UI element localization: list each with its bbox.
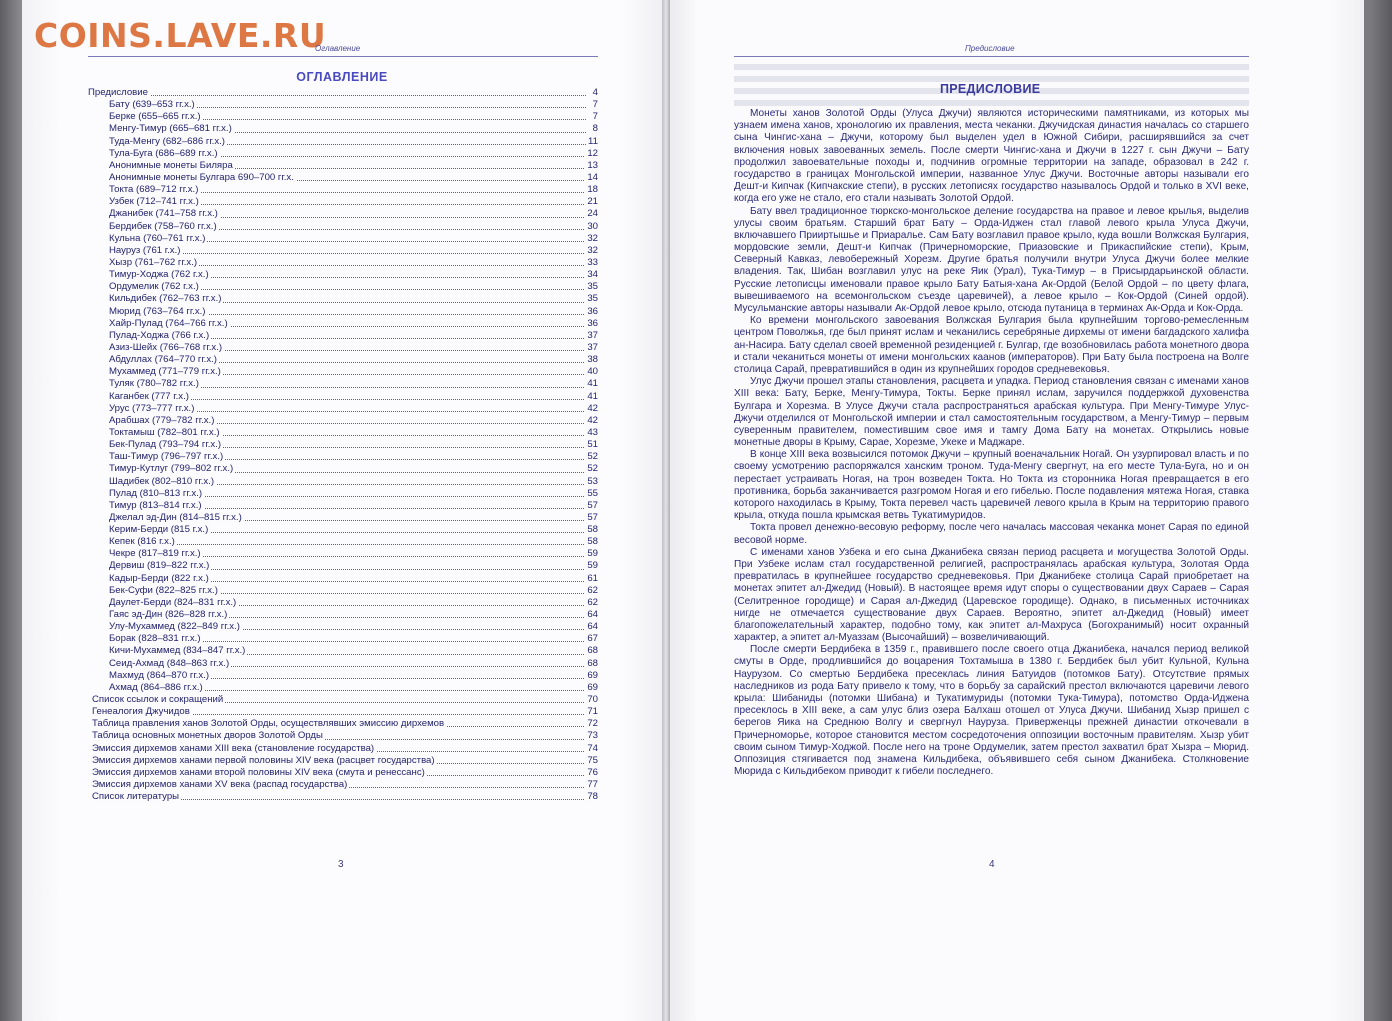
toc-entry-label: Даулет-Берди (824–831 гг.х.) (109, 596, 237, 608)
toc-entry (88, 512, 598, 524)
toc-entry (88, 500, 598, 512)
toc-entry (88, 524, 598, 536)
toc-entry-page: 57 (587, 511, 598, 523)
toc-entry-label: Улу-Мухаммед (822–849 гг.х.) (109, 621, 240, 633)
toc-entry-page: 34 (587, 269, 598, 281)
toc-entry (88, 415, 598, 427)
toc-entry-page: 37 (587, 329, 598, 341)
toc-entry-page: 41 (587, 390, 598, 402)
toc-entry-label: Токтамыш (782–801 гг.х.) (109, 426, 220, 438)
toc-entry (88, 136, 598, 148)
toc-entry-page: 61 (587, 572, 598, 584)
toc-entry (88, 451, 598, 463)
toc-entry (88, 476, 598, 488)
toc-entry-page: 18 (587, 184, 598, 196)
toc-entry (88, 791, 598, 803)
right-page-number: 4 (989, 859, 995, 870)
toc-entry (88, 257, 598, 269)
toc-entry-label: Шадибек (802–810 гг.х.) (109, 475, 215, 487)
toc-entry-label: Эмиссия дирхемов ханами второй половины XIV века (смута и ренессанс) (92, 766, 425, 778)
toc-entry-label: Берке (655–665 гг.х.) (109, 111, 201, 123)
toc-entry (88, 354, 598, 366)
toc-entry (88, 548, 598, 560)
toc-entry (88, 87, 598, 99)
toc-entry-label: Хайр-Пулад (764–766 гг.х.) (109, 317, 228, 329)
toc-entry (88, 403, 598, 415)
toc-entry-label: Эмиссия дирхемов ханами XV века (распад государства) (92, 779, 348, 791)
toc-entry (88, 342, 598, 354)
toc-entry-label: Гаяс эд-Дин (826–828 гг.х.) (109, 609, 228, 621)
toc-entry (88, 378, 598, 390)
toc-entry (88, 281, 598, 293)
toc-entry-page: 68 (587, 657, 598, 669)
toc-entry-page: 35 (587, 281, 598, 293)
toc-entry-page: 42 (587, 402, 598, 414)
toc-entry-page: 12 (587, 147, 598, 159)
toc-entry-page: 57 (587, 499, 598, 511)
toc-entry (88, 694, 598, 706)
toc-entry-label: Эмиссия дирхемов ханами XIII века (становление государства) (92, 742, 375, 754)
preface-paragraph: В конце XIII века возвысился потомок Джучи – крупный военачальник Ногай. Он узурпировал власть и по своему усмотрению распоряжался ханским троном. Туда-Менгу свергнут, на его месте Тула-Буга, но и он перестает устраивать Ногая, на трон возведен Токта. Но Токта из сторонника Ногая превращается в его противника, борьба заканчивается разгромом Ногая и его гибелью. После подавления мятежа Ногая, ставка которого находилась в Крыму, Токта перевел часть царевичей левого крыла в Крым на территорию правого крыла, откуда пошла крымская ветвь Тукатимуридов. (734, 449, 1249, 522)
toc-entry-page: 8 (592, 123, 598, 135)
toc-entry (88, 148, 598, 160)
toc-entry-label: Мухаммед (771–779 гг.х.) (109, 366, 221, 378)
toc-entry-page: 64 (587, 609, 598, 621)
toc-entry-label: Туляк (780–782 гг.х.) (109, 378, 199, 390)
toc-entry-label: Сеид-Ахмад (848–863 гг.х.) (109, 657, 230, 669)
toc-entry (88, 609, 598, 621)
toc-entry (88, 573, 598, 585)
preface-title: ПРЕДИСЛОВИЕ (940, 82, 1041, 96)
toc-entry (88, 318, 598, 330)
toc-entry-page: 69 (587, 681, 598, 693)
toc-entry-label: Керим-Берди (815 г.х.) (109, 524, 209, 536)
toc-entry-page: 70 (587, 694, 598, 706)
toc-entry (88, 172, 598, 184)
toc-entry-label: Список ссылок и сокращений (92, 694, 224, 706)
preface-paragraph: С именами ханов Узбека и его сына Джанибека связан период расцвета и могущества Золотой Орды. При Узбеке ислам стал государственной религией, распространялась арабская культура, Золотая Орда превратилась в крупнейшее государство средневековья. При Джанибеке столица Сарай приобретает на монетах эпитет ал-Джедид (Новый). В настоящее время идут споры о существовании двух Сараев – Сарая (Селитренное городище) и Сарая ал-Джедид (Царевское городище). Однако, в письменных источниках нигде не отмечается существование двух Сараев. Вероятно, эпитет ал-Джедид (Новый) имеет благопожелательный характер, подобно тому, как эпитет ал-Махруса (Богохранимый) носит охранный характер, а эпитет ал-Муаззам (Высочайший) – возвеличивающий. (734, 546, 1249, 644)
right-running-rule (734, 56, 1249, 57)
toc-entry (88, 585, 598, 597)
toc-entry (88, 160, 598, 172)
toc-entry-label: Тимур (813–814 гг.х.) (109, 499, 202, 511)
toc-entry (88, 633, 598, 645)
preface-paragraph: Бату ввел традиционное тюркско-монгольское деление государства на правое и левое крылья, выделив улусы своим братьям. Старший брат Бату – Орда-Иджен стал главой левого крыла Улуса Джучи, включавшего Прииртышье и Приаралье. Сам Бату возглавил правое крыло, куда вошли Волжская Булгария, мордовские земли, Дешт-и Кипчак (Причерноморские, Приазовские и Прикаспийские степи), Крым, Северный Кавказ, левобережный Хорезм. Другие братья получили внутри Улуса Джучи более мелкие владения. Так, Шибан возглавил улус на реке Яик (Урал), Тука-Тимур – в Присырдарьинской области. Русские летописцы именовали правое крыло Бату Батыя-хана Ак-Ордой (Белой Ордой – по цвету флага, вывешиваемого на всемонгольском съезде царевичей), а левое крыло – Кок-Ордой (Синей ордой). Мусульманские авторы называли Ак-Ордой левое крыло, отсюда путаница в терминах Ак-Орда и Кок-Орда. (734, 205, 1249, 314)
table-of-contents (88, 87, 598, 803)
toc-entry-label: Борак (828–831 гг.х.) (109, 633, 201, 645)
toc-entry-page: 71 (587, 706, 598, 718)
toc-entry-label: Ахмад (864–886 гг.х.) (109, 681, 203, 693)
toc-entry (88, 767, 598, 779)
toc-entry-label: Узбек (712–741 гг.х.) (109, 196, 199, 208)
toc-entry (88, 730, 598, 742)
preface-paragraph: Монеты ханов Золотой Орды (Улуса Джучи) являются историческими памятниками, из которых мы узнаем имена ханов, хронологию их правления, места чеканки. Джучидская династия началась со старшего сына Чингис-хана – Джучи, которому был выделен удел в Южной Сибири, расширявшийся за счет включения новых завоеванных земель. После смерти Чингис-хана и Джучи в 1227 г. сын Джучи – Бату продолжил завоевательные походы и, подчинив огромные территории на западе, образовал в 242 г. государство в границах Монгольской империи, названное Улус Джучи. Восточные авторы называли его Дешт-и Кипчак (Кипчакские степи), в русских летописях государство называлось Ордой и только в XVI веке, когда его уже не стало, его стали называть Золотой Ордой. (734, 108, 1249, 205)
toc-entry (88, 439, 598, 451)
toc-entry-label: Азиз-Шейх (766–768 гг.х.) (109, 341, 223, 353)
toc-entry-page: 72 (587, 718, 598, 730)
book-gutter (662, 0, 670, 1021)
toc-entry-page: 76 (587, 766, 598, 778)
toc-entry (88, 718, 598, 730)
toc-entry (88, 366, 598, 378)
toc-entry-page: 7 (592, 111, 598, 123)
toc-entry-page: 14 (587, 171, 598, 183)
toc-entry-label: Тимур-Кутлуг (799–802 гг.х.) (109, 463, 234, 475)
toc-entry-page: 30 (587, 220, 598, 232)
toc-entry-page: 74 (587, 742, 598, 754)
toc-entry (88, 682, 598, 694)
toc-entry-label: Бату (639–653 гг.х.) (109, 99, 195, 111)
toc-entry (88, 755, 598, 767)
toc-entry-label: Пулад-Ходжа (766 г.х.) (109, 329, 210, 341)
preface-paragraph: Ко времени монгольского завоевания Волжская Булгария была крупнейшим торгово-ремесленным центром Поволжья, где был принят ислам и чеканились серебряные дирхемы от имени багдадского халифа ан-Насира. Бату сделал своей временной резиденцией г. Булгар, где возобновилась работа монетного двора и стали чеканиться монеты от имени монгольских каанов (императоров). При Бату была построена на Волге столица Сарай, превратившийся в один из крупнейших городов средневековья. (734, 315, 1249, 375)
toc-entry-page: 38 (587, 354, 598, 366)
toc-entry-page: 59 (587, 560, 598, 572)
toc-entry-label: Таблица основных монетных дворов Золотой Орды (92, 730, 323, 742)
toc-entry (88, 221, 598, 233)
toc-entry-page: 64 (587, 621, 598, 633)
toc-entry (88, 706, 598, 718)
toc-entry (88, 536, 598, 548)
toc-entry-page: 53 (587, 475, 598, 487)
toc-title: ОГЛАВЛЕНИЕ (296, 70, 388, 84)
toc-entry (88, 670, 598, 682)
toc-entry-page: 7 (592, 99, 598, 111)
toc-entry (88, 111, 598, 123)
toc-entry-page: 24 (587, 208, 598, 220)
toc-entry-page: 78 (587, 791, 598, 803)
toc-entry-label: Тула-Буга (686–689 гг.х.) (109, 147, 218, 159)
preface-paragraph: Токта провел денежно-весовую реформу, после чего началась массовая чеканка монет Сарая по единой весовой норме. (734, 522, 1249, 546)
toc-entry-page: 40 (587, 366, 598, 378)
toc-entry-label: Анонимные монеты Булгара 690–700 гг.х. (109, 171, 294, 183)
toc-entry-label: Хызр (761–762 гг.х.) (109, 256, 198, 268)
toc-entry (88, 306, 598, 318)
toc-entry-page: 4 (592, 87, 598, 98)
left-running-head: Оглавление (315, 44, 361, 53)
toc-entry (88, 597, 598, 609)
toc-entry (88, 269, 598, 281)
toc-entry-page: 52 (587, 463, 598, 475)
toc-entry (88, 391, 598, 403)
toc-entry-label: Пулад (810–813 гг.х.) (109, 487, 203, 499)
toc-entry (88, 293, 598, 305)
toc-entry-page: 41 (587, 378, 598, 390)
toc-entry-label: Кильдибек (762–763 гг.х.) (109, 293, 222, 305)
toc-entry-label: Каганбек (777 г.х.) (109, 390, 189, 402)
site-watermark: COINS.LAVE.RU (34, 16, 327, 55)
left-running-rule (88, 56, 598, 57)
toc-entry-page: 75 (587, 754, 598, 766)
toc-entry (88, 233, 598, 245)
toc-entry-label: Бердибек (758–760 гг.х.) (109, 220, 217, 232)
toc-entry-label: Тимур-Ходжа (762 г.х.) (109, 269, 209, 281)
toc-entry-label: Чекре (817–819 гг.х.) (109, 548, 201, 560)
toc-entry (88, 99, 598, 111)
toc-entry-label: Кичи-Мухаммед (834–847 гг.х.) (109, 645, 246, 657)
toc-entry-page: 43 (587, 426, 598, 438)
toc-entry-label: Ордумелик (762 г.х.) (109, 281, 199, 293)
toc-entry-page: 55 (587, 487, 598, 499)
toc-entry-label: Таш-Тимур (796–797 гг.х.) (109, 451, 224, 463)
toc-entry (88, 463, 598, 475)
toc-entry (88, 427, 598, 439)
right-running-head: Предисловие (965, 44, 1015, 53)
toc-entry-page: 68 (587, 645, 598, 657)
toc-entry (88, 123, 598, 135)
toc-entry-label: Урус (773–777 гг.х.) (109, 402, 195, 414)
toc-entry-label: Туда-Менгу (682–686 гг.х.) (109, 135, 225, 147)
toc-entry-page: 35 (587, 293, 598, 305)
toc-entry (88, 560, 598, 572)
toc-entry-page: 58 (587, 536, 598, 548)
toc-entry (88, 645, 598, 657)
toc-entry-page: 36 (587, 305, 598, 317)
toc-entry (88, 196, 598, 208)
toc-entry-label: Таблица правления ханов Золотой Орды, осуществлявших эмиссию дирхемов (92, 718, 445, 730)
toc-leader-dots (88, 95, 586, 96)
toc-entry-page: 59 (587, 548, 598, 560)
toc-entry-label: Кадыр-Берди (822 г.х.) (109, 572, 209, 584)
toc-entry-label: Науруз (761 г.х.) (109, 244, 181, 256)
toc-leader-dots (109, 544, 586, 545)
toc-entry-label: Мюрид (763–764 гг.х.) (109, 305, 206, 317)
toc-entry-page: 73 (587, 730, 598, 742)
toc-entry (88, 743, 598, 755)
toc-entry-page: 32 (587, 232, 598, 244)
toc-entry (88, 621, 598, 633)
toc-entry-label: Бек-Суфи (822–825 гг.х.) (109, 584, 218, 596)
toc-entry-label: Генеалогия Джучидов (92, 706, 190, 718)
toc-entry-page: 62 (587, 596, 598, 608)
toc-entry-page: 32 (587, 244, 598, 256)
preface-paragraph: После смерти Бердибека в 1359 г., правившего после своего отца Джанибека, начался период великой смуты в Орде, продлившийся до воцарения Тохтамыша в 1380 г. Бердибек был убит Кульной, Кульна Наурузом. Со смертью Бердибека пресеклась линия Батуидов (потомков Бату). Отсутствие прямых наследников из рода Бату привело к тому, что в борьбу за сарайский престол включаются царевичи левого крыла: Шибаниды (потомки Шибана) и Тукатимуриды (потомки Тука-Тимура), потомство Орда-Иджена пресеклось в XIII веке, а сам улус близ озера Балхаш отошел от Улуса Джучи. Шибанид Хызр пришел с берегов Яика на Среднюю Волгу и свергнул Науруза. Приверженцы прежней династии откочевали в Причерноморье, которое становится местом сосредоточения оппозиции восточным правителям. Хызр убит своим сыном Тимур-Ходжой. После него на троне Ордумелик, затем престол захватил брат Хызра – Мюрид. Оппозиция стягивается под знамена Кильдибека, объявившего себя сыном Джанибека. Столкновение Мюрида с Кильдибеком приводит к гибели последнего. (734, 644, 1249, 778)
toc-entry-label: Бек-Пулад (793–794 гг.х.) (109, 439, 222, 451)
toc-entry-page: 77 (587, 779, 598, 791)
toc-entry-page: 11 (588, 135, 598, 147)
toc-entry-label: Дервиш (819–822 гг.х.) (109, 560, 210, 572)
toc-entry (88, 330, 598, 342)
toc-entry-page: 37 (587, 341, 598, 353)
toc-entry-page: 62 (587, 584, 598, 596)
toc-entry-page: 36 (587, 317, 598, 329)
toc-entry-page: 58 (587, 524, 598, 536)
toc-entry (88, 208, 598, 220)
toc-entry-label: Токта (689–712 гг.х.) (109, 184, 199, 196)
toc-entry-page: 33 (587, 256, 598, 268)
toc-entry-label: Махмуд (864–870 гг.х.) (109, 669, 210, 681)
toc-entry-label: Арабшах (779–782 гг.х.) (109, 414, 215, 426)
toc-entry-page: 13 (587, 159, 598, 171)
toc-entry-page: 51 (587, 439, 598, 451)
left-page-number: 3 (338, 859, 344, 870)
toc-entry-page: 21 (587, 196, 598, 208)
toc-entry-page: 69 (587, 669, 598, 681)
toc-entry-label: Эмиссия дирхемов ханами первой половины XIV века (расцвет государства) (92, 754, 435, 766)
toc-entry-label: Джелал эд-Дин (814–815 гг.х.) (109, 511, 242, 523)
toc-entry (88, 184, 598, 196)
toc-entry (88, 245, 598, 257)
toc-entry-label: Кульна (760–761 гг.х.) (109, 232, 206, 244)
toc-entry-page: 52 (587, 451, 598, 463)
toc-entry (88, 658, 598, 670)
toc-entry-label: Предисловие (88, 87, 148, 98)
toc-entry-page: 42 (587, 414, 598, 426)
toc-entry-label: Анонимные монеты Биляра (109, 159, 233, 171)
toc-entry (88, 779, 598, 791)
toc-entry-page: 67 (587, 633, 598, 645)
toc-entry-label: Список литературы (92, 791, 180, 803)
toc-entry-label: Менгу-Тимур (665–681 гг.х.) (109, 123, 232, 135)
toc-entry-label: Кепек (816 г.х.) (109, 536, 175, 548)
toc-entry-label: Абдуллах (764–770 гг.х.) (109, 354, 217, 366)
toc-entry-label: Джанибек (741–758 гг.х.) (109, 208, 218, 220)
preface-body (734, 108, 1249, 778)
preface-paragraph: Улус Джучи прошел этапы становления, расцвета и упадка. Период становления связан с именами ханов XIII века: Бату, Берке, Менгу-Тимура, Токты. Берке принял ислам, заручился поддержкой духовенства Булгара и Хорезма. В Улусе Джучи стала распространяться арабская культура. При Менгу-Тимуре Улус-Джучи отделился от Монгольской империи и стал самостоятельным государством, а Менгу-Тимур – первым суверенным правителем, поместившим свое имя и тамгу Дома Бату на монетах. Открылись новые монетные дворы в Крыму, Сарае, Хорезме, Укеке и Маджаре. (734, 376, 1249, 449)
toc-entry (88, 488, 598, 500)
